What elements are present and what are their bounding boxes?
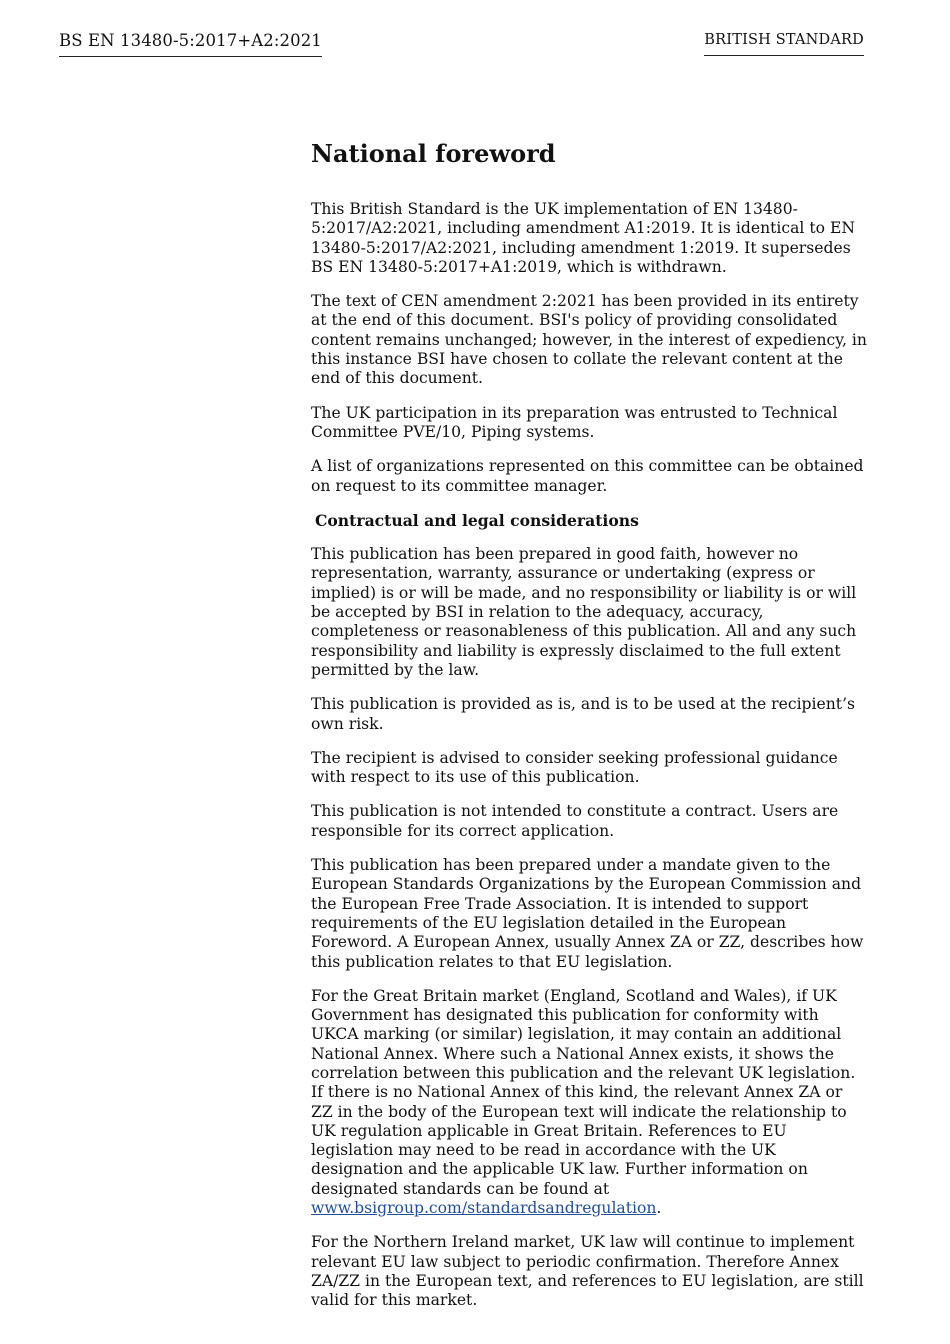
paragraph-mandate: This publication has been prepared under a mandate given to the European Standards Organizations by the European Commission and the European Free Trade Association. It is intended to support requirements of the EU legislation detailed in the European Foreword. A European Annex, usually Annex ZA or ZZ, describes how this publication relates to that EU legislation. (311, 856, 864, 971)
page-title: National foreword (311, 139, 556, 168)
foreword-content (311, 138, 867, 1326)
paragraph-implementation: This British Standard is the UK implementation of EN 13480-5:2017/A2:2021, including amendment A1:2019. It is identical to EN 13480-5:2017/A2:2021, including amendment 1:2019. It supersedes BS EN 13480-5:2017+A1:2019, which is withdrawn. (311, 200, 855, 276)
paragraph-organizations: A list of organizations represented on this committee can be obtained on request to its committee manager. (311, 457, 864, 495)
series-label: BRITISH STANDARD (704, 32, 864, 56)
paragraph-great-britain (311, 987, 867, 1219)
paragraph-good-faith: This publication has been prepared in good faith, however no representation, warranty, assurance or undertaking (express or implied) is or will be made, and no responsibility or liability is or will be accepted by BSI in relation to the adequacy, accuracy, completeness or reasonableness of this publication. All and any such responsibility and liability is expressly disclaimed to the full extent permitted by the law. (311, 545, 857, 679)
document-id: BS EN 13480-5:2017+A2:2021 (59, 31, 322, 57)
legal-heading: Contractual and legal considerations (315, 510, 639, 530)
paragraph-northern-ireland: For the Northern Ireland market, UK law will continue to implement relevant EU law subject to periodic confirmation. Therefore Annex ZA/ZZ in the European text, and references to EU legislation, are still valid for this market. (311, 1233, 864, 1310)
gb-text-end: . (656, 1199, 662, 1218)
paragraph-guidance: The recipient is advised to consider seeking professional guidance with respect to its use of this publication. (311, 748, 838, 787)
gb-text: For the Great Britain market (England, Scotland and Wales), if UK Government has designated this publication for conformity with UKCA marking (or similar) legislation, it may contain an additional National Annex. Where such a National Annex exists, it shows the correlation between this publication and the relevant UK legislation. If there is no National Annex of this kind, the relevant Annex ZA or ZZ in the body of the European text will indicate the relationship to UK regulation applicable in Great Britain. References to EU legislation may need to be read in accordance with the UK designation and the applicable UK law. Further information on designated standards can be found at (311, 986, 856, 1198)
bsi-standards-link[interactable]: www.bsigroup.com/standardsandregulation (311, 1199, 657, 1218)
paragraph-contract: This publication is not intended to constitute a contract. Users are responsible for its correct application. (311, 802, 839, 840)
paragraph-as-is: This publication is provided as is, and is to be used at the recipient’s own risk. (311, 695, 856, 733)
paragraph-committee: The UK participation in its preparation was entrusted to Technical Committee PVE/10, Piping systems. (311, 403, 838, 441)
paragraph-amendment-text: The text of CEN amendment 2:2021 has been provided in its entirety at the end of this document. BSI's policy of providing consolidated content remains unchanged; however, in the interest of expediency, in this instance BSI have chosen to collate the relevant content at the end of this document. (311, 292, 867, 388)
